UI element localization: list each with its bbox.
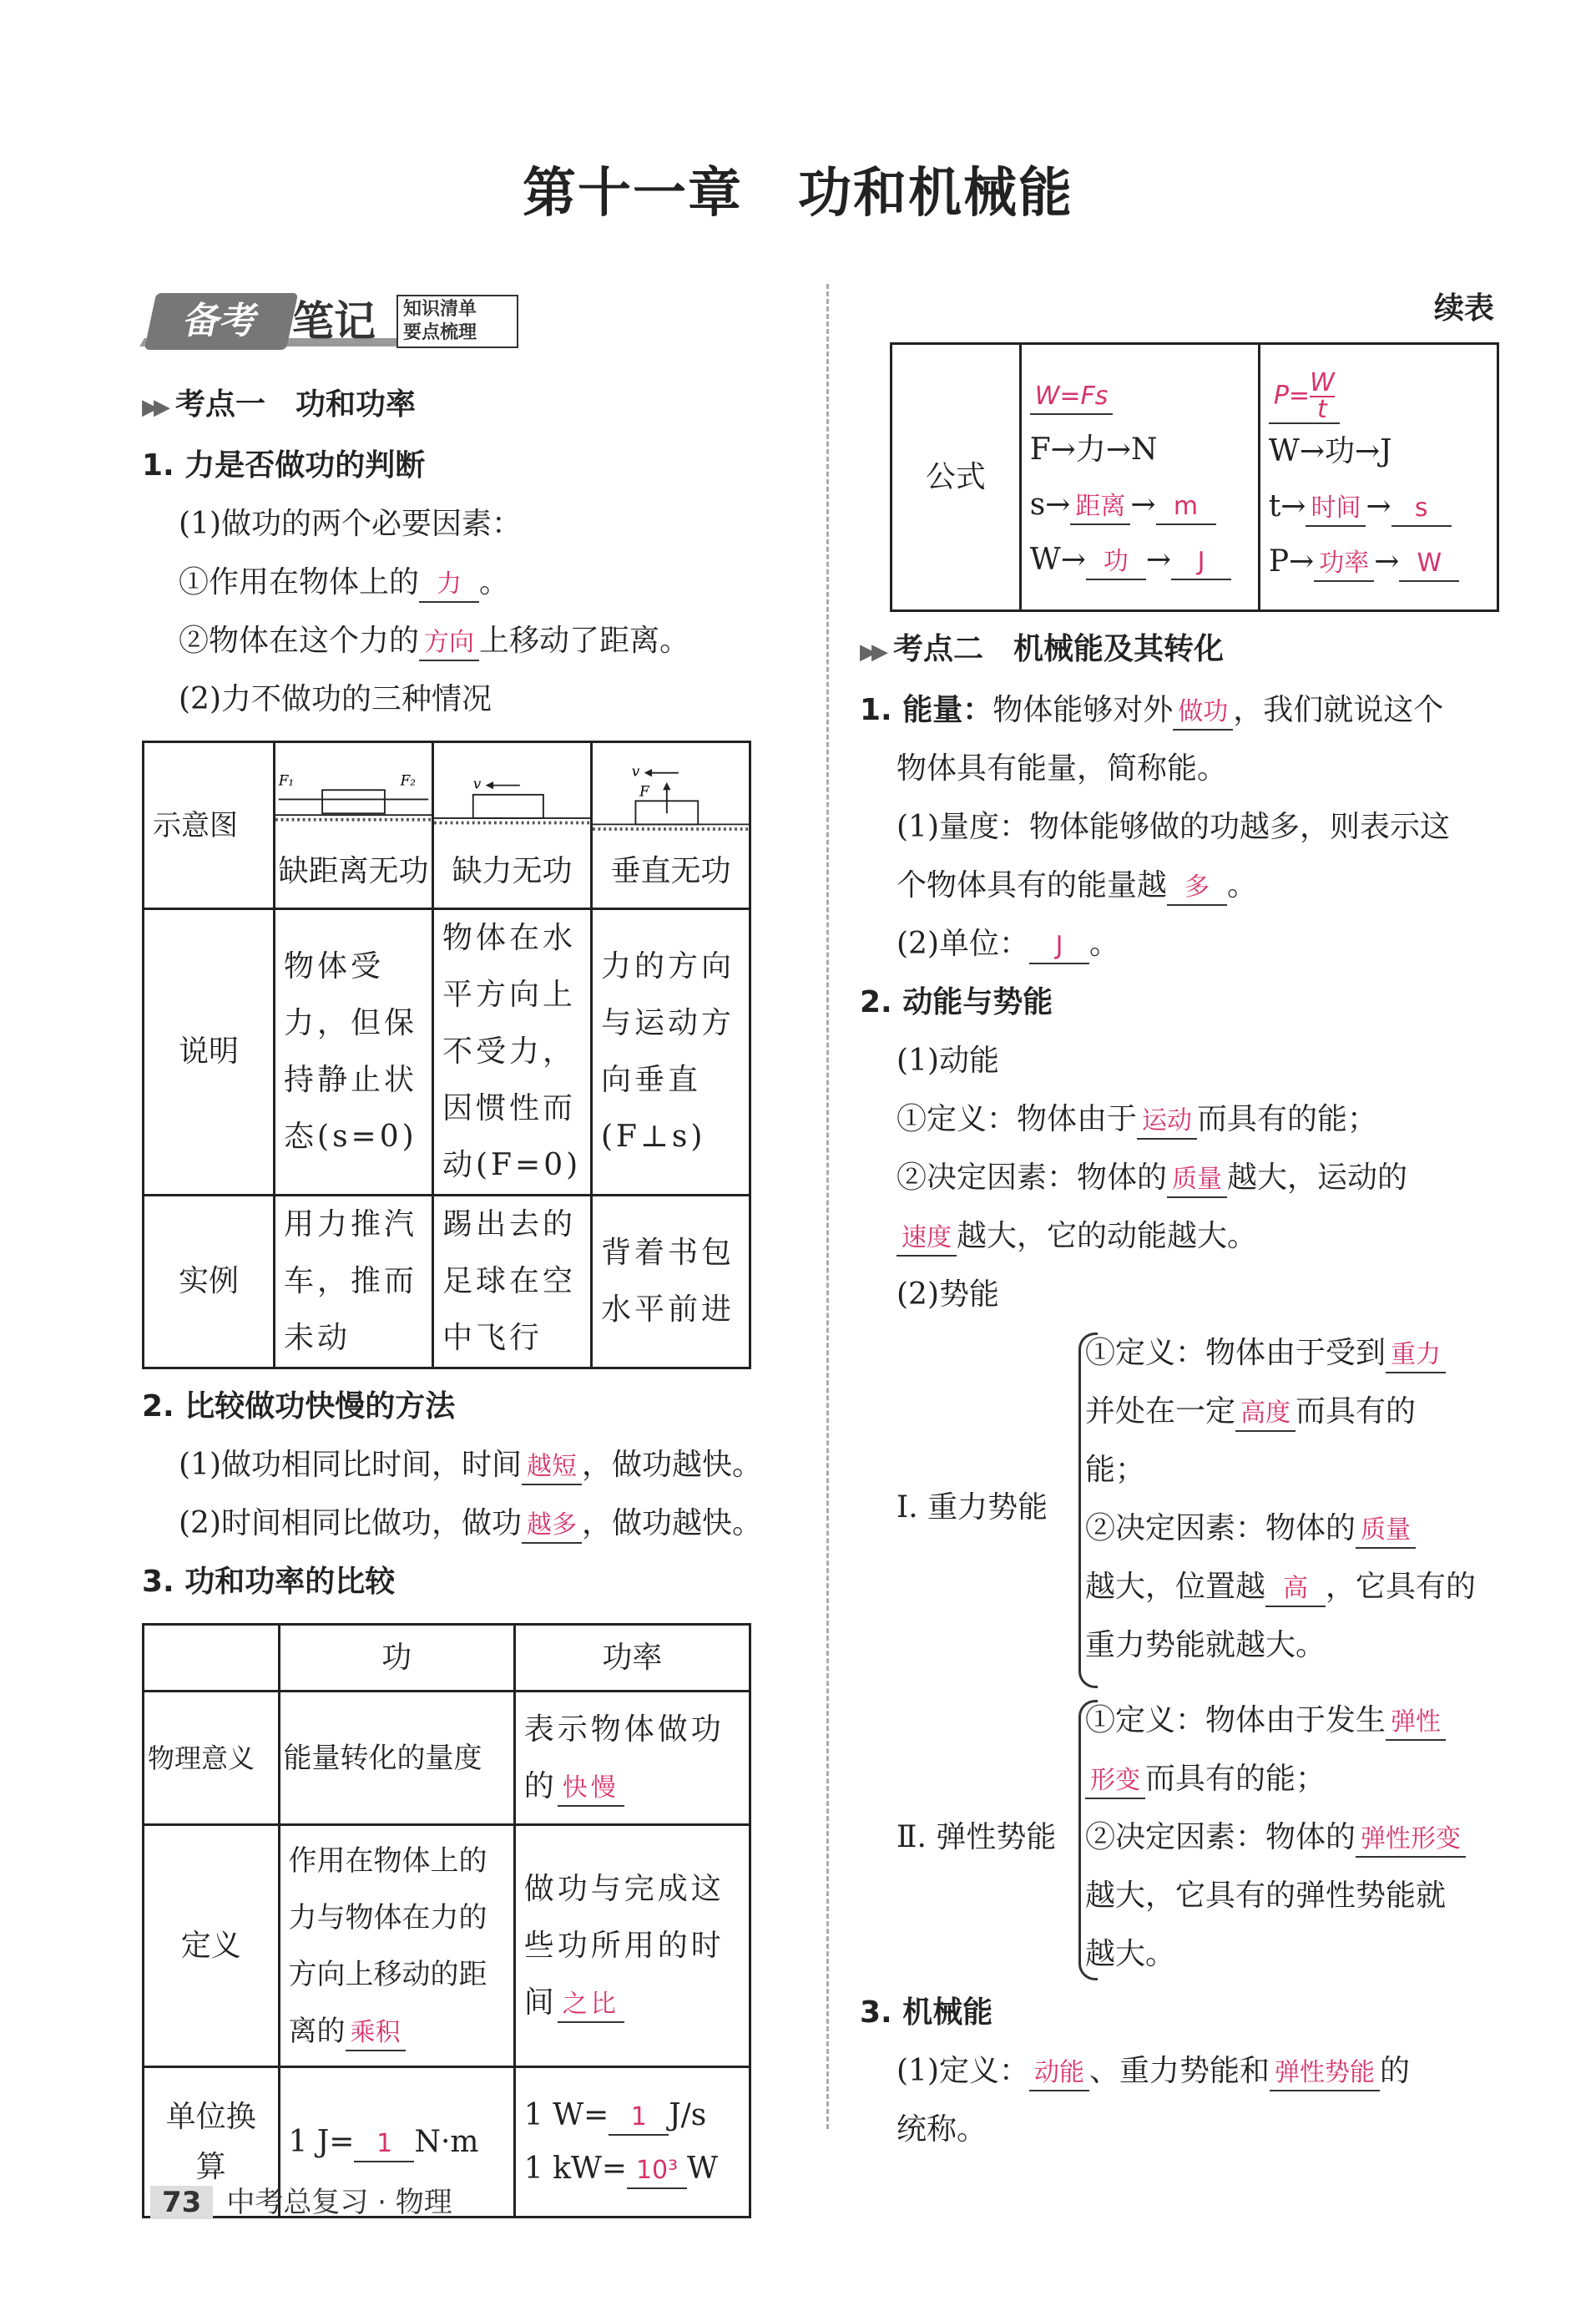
table-cell: 实例 xyxy=(144,1196,275,1368)
diagram-perpendicular xyxy=(593,759,749,851)
arrow-icon: ▶▶ xyxy=(860,640,883,665)
text-span: 考点二 机械能及其转化 xyxy=(893,632,1225,666)
text-span: 、重力势能和 xyxy=(1089,2054,1270,2088)
diagram-caption: 缺距离无功 xyxy=(278,853,429,888)
table-cell xyxy=(279,1825,514,2067)
answer-blank: 运动 xyxy=(1137,1105,1197,1140)
text-span: ①定义：物体由于发生 xyxy=(1085,1703,1386,1737)
table-cell xyxy=(514,1692,750,1825)
answer-blank: J xyxy=(1171,545,1231,580)
answer-blank: 1 xyxy=(354,2127,414,2162)
answer-blank: 多 xyxy=(1167,871,1227,906)
answer-blank: 质量 xyxy=(1356,1514,1416,1549)
energy-measure: (1)量度：物体能够做的功越多，则表示这 xyxy=(896,810,1450,844)
elastic-pe-block xyxy=(860,1692,1494,1984)
table-cell: 用力推汽车，推而未动 xyxy=(275,1196,433,1368)
section-2-1 xyxy=(142,1436,801,1494)
right-column xyxy=(860,284,1494,2159)
key-point-2 xyxy=(860,620,1494,681)
text-span: v xyxy=(472,774,482,791)
text-span: s→ xyxy=(1029,487,1071,522)
answer-blank: 功 xyxy=(1086,545,1146,580)
badge-sub: 笔记 xyxy=(292,297,376,346)
text-span: 上移动了距离。 xyxy=(479,624,690,658)
table-cell: 能量转化的量度 xyxy=(279,1692,514,1825)
page-title: 第十一章 功和机械能 xyxy=(523,162,1073,225)
gravity-pe-block xyxy=(860,1324,1494,1692)
badge-tags xyxy=(396,295,518,348)
text-span: (2)单位： xyxy=(896,927,1029,961)
text-span: 重力势能就越大。 xyxy=(1085,1628,1326,1662)
text-span: 1 kW= xyxy=(523,2151,628,2186)
text-span: 物体能够对外 xyxy=(992,693,1174,727)
table-cell: 说明 xyxy=(144,909,275,1196)
text-span: P= xyxy=(1273,381,1311,410)
table-header: 功率 xyxy=(514,1625,750,1692)
text-span: 1 J= xyxy=(288,2124,355,2159)
table-cell: 物理意义 xyxy=(144,1692,280,1825)
badge-tag1: 知识清单 xyxy=(403,299,477,320)
text-span: W xyxy=(687,2151,719,2186)
table-cell: 单位换算 xyxy=(144,2067,280,2218)
answer-blank: 动能 xyxy=(1029,2056,1089,2091)
text-span: F₁ xyxy=(278,771,295,789)
text-span: 而具有的能； xyxy=(1197,1102,1378,1136)
answer-blank: 乘积 xyxy=(346,2016,406,2051)
text-span: → xyxy=(1374,544,1400,579)
table-cell: 公式 xyxy=(891,344,1021,611)
notes-badge xyxy=(142,288,509,355)
text-span: → xyxy=(1145,542,1172,577)
mechanical-def-2: 统称。 xyxy=(896,2112,987,2147)
table-cell xyxy=(433,742,592,909)
text-span: t→ xyxy=(1268,488,1306,523)
text-span: ，做功越快。 xyxy=(582,1506,763,1540)
answer-blank: W=Fs xyxy=(1030,380,1114,415)
elastic-pe-lines xyxy=(1085,1692,1466,1984)
text-span: ，做功越快。 xyxy=(582,1448,763,1482)
section-2-2 xyxy=(142,1494,801,1553)
no-work-table xyxy=(142,741,751,1369)
diagram-caption: 垂直无功 xyxy=(610,853,731,888)
answer-blank: 弹性形变 xyxy=(1356,1823,1466,1858)
text-span: 的 xyxy=(1380,2054,1411,2088)
section-2-heading: 2. 比较做功快慢的方法 xyxy=(142,1389,456,1424)
text-span: W xyxy=(1310,367,1335,397)
answer-blank: 越多 xyxy=(522,1509,582,1544)
section-1-heading: 1. 力是否做功的判断 xyxy=(142,448,426,483)
text-span: 考点一 功和功率 xyxy=(175,387,417,422)
text-span: ①定义：物体由于受到 xyxy=(1085,1336,1386,1370)
text-span: N·m xyxy=(414,2124,479,2159)
text-span: (1)定义： xyxy=(896,2054,1029,2088)
text-span: → xyxy=(1130,487,1156,522)
section-3-heading: 3. 功和功率的比较 xyxy=(142,1565,396,1599)
text-span: W→ xyxy=(1029,542,1086,577)
answer-blank: 越短 xyxy=(522,1450,582,1485)
table-cell xyxy=(592,742,750,909)
answer-blank: 弹性势能 xyxy=(1270,2056,1380,2091)
section-1-2: (2)力不做功的三种情况 xyxy=(179,682,492,716)
text-span: P→ xyxy=(1268,544,1315,579)
table-cell xyxy=(1259,344,1498,611)
gravity-pe-label: Ⅰ. 重力势能 xyxy=(896,1490,1048,1525)
text-span: 。 xyxy=(1227,868,1258,903)
answer-blank: 做功 xyxy=(1173,695,1233,731)
answer-blank: 时间 xyxy=(1306,492,1366,527)
answer-blank: J xyxy=(1029,929,1089,964)
text-span: J/s xyxy=(669,2097,707,2132)
table-cell xyxy=(514,2067,750,2218)
answer-blank: 高 xyxy=(1265,1572,1326,1607)
answer-blank: m xyxy=(1156,490,1216,525)
mechanical-def xyxy=(860,2042,1494,2101)
energy-def xyxy=(860,681,1494,740)
badge-main: 备考 xyxy=(144,293,298,350)
answer-blank: 快慢 xyxy=(558,1772,624,1807)
kinetic-factor xyxy=(860,1149,1494,1207)
kinetic-factor-2 xyxy=(860,1207,1494,1266)
answer-blank: 形变 xyxy=(1085,1764,1145,1799)
work-power-table xyxy=(142,1623,751,2218)
table-cell xyxy=(275,742,433,909)
answer-blank: 速度 xyxy=(896,1221,957,1257)
text-span: 越大，它的动能越大。 xyxy=(957,1219,1258,1253)
table-cell: 力的方向与运动方向垂直(F⊥s) xyxy=(592,909,750,1196)
text-span: ①定义：物体由于 xyxy=(896,1102,1138,1136)
diagram-caption: 缺力无功 xyxy=(452,853,573,888)
answer-blank: 方向 xyxy=(419,626,479,661)
text-span: (1)做功相同比时间，时间 xyxy=(179,1448,522,1482)
text-span: F₂ xyxy=(400,771,417,789)
text-span: 而具有的 xyxy=(1295,1394,1417,1429)
key-point-1 xyxy=(142,376,801,437)
text-span: v xyxy=(631,761,640,779)
answer-blank: 之比 xyxy=(558,1988,624,2023)
left-column xyxy=(142,376,801,2218)
answer-blank: 功率 xyxy=(1314,547,1374,582)
text-span: 。 xyxy=(1089,927,1120,961)
table-cell xyxy=(1020,344,1259,611)
energy-def-2: 物体具有能量，简称能。 xyxy=(896,751,1228,786)
potential-heading: (2)势能 xyxy=(896,1277,999,1312)
section-1-a xyxy=(142,554,801,612)
answer-blank: 质量 xyxy=(1167,1163,1227,1198)
section-kinetic-potential: 2. 动能与势能 xyxy=(860,985,1053,1019)
book-title: 中考总复习 · 物理 xyxy=(226,2186,452,2219)
kinetic-def xyxy=(860,1090,1494,1149)
energy-unit xyxy=(860,915,1494,974)
text-span: 个物体具有的能量越 xyxy=(896,868,1168,903)
continued-label: 续表 xyxy=(1433,291,1494,326)
section-mechanical: 3. 机械能 xyxy=(860,1995,993,2030)
text-span: ②决定因素：物体的 xyxy=(896,1161,1168,1195)
text-span: 1 W= xyxy=(523,2097,609,2132)
text-span: 越大，位置越 xyxy=(1085,1570,1266,1604)
text-span: 作用在物体上的力与物体在力的方向上移动的距离的 xyxy=(288,1843,487,2048)
text-span: W→功→J xyxy=(1268,433,1392,468)
table-cell: 背着书包水平前进 xyxy=(592,1196,750,1368)
answer-blank: 1 xyxy=(609,2101,669,2136)
text-span: t xyxy=(1317,394,1327,424)
text-span: → xyxy=(1366,488,1391,523)
table-cell xyxy=(144,1625,280,1692)
text-span: ②决定因素：物体的 xyxy=(1085,1820,1356,1854)
text-span: ②决定因素：物体的 xyxy=(1085,1511,1356,1545)
section-1-b xyxy=(142,612,801,670)
answer-blank: s xyxy=(1391,492,1452,527)
text-span: 1. 能量： xyxy=(860,693,993,727)
answer-blank xyxy=(1269,367,1340,424)
text-span: 能； xyxy=(1085,1453,1146,1487)
badge-tag2: 要点梳理 xyxy=(403,322,477,343)
column-divider xyxy=(826,284,829,2129)
table-cell xyxy=(514,1825,750,2067)
text-span: ②物体在这个力的 xyxy=(179,624,420,658)
table-cell: 踢出去的足球在空中飞行 xyxy=(433,1196,592,1368)
table-cell: 示意图 xyxy=(144,742,275,909)
text-span: 越大，运动的 xyxy=(1227,1161,1408,1195)
table-cell: 物体在水平方向上不受力，因惯性而动(F=0) xyxy=(433,909,592,1196)
text-span: ，它具有的 xyxy=(1326,1570,1477,1604)
table-header: 功 xyxy=(279,1625,514,1692)
table-cell: 物体受力，但保持静止状态(s=0) xyxy=(275,909,433,1196)
text-span: F→力→N xyxy=(1029,432,1158,467)
page-footer xyxy=(150,2179,452,2220)
text-span: 。 xyxy=(479,565,510,599)
energy-measure-2 xyxy=(860,857,1494,915)
answer-blank: 距离 xyxy=(1070,490,1130,525)
answer-blank: 弹性 xyxy=(1386,1706,1446,1741)
elastic-pe-label: Ⅱ. 弹性势能 xyxy=(896,1820,1057,1854)
text-span: 越大。 xyxy=(1085,1937,1176,1971)
answer-blank: 重力 xyxy=(1386,1338,1446,1373)
answer-blank: 10³ xyxy=(627,2154,687,2189)
text-span: 而具有的能； xyxy=(1145,1762,1326,1796)
section-1-1: (1)做功的两个必要因素： xyxy=(179,507,522,541)
text-span: 越大，它具有的弹性势能就 xyxy=(1085,1879,1447,1913)
answer-blank: 力 xyxy=(419,568,479,603)
table-cell: 定义 xyxy=(144,1825,280,2067)
text-span: (2)时间相同比做功，做功 xyxy=(179,1506,522,1540)
text-span: F xyxy=(639,782,649,800)
arrow-icon: ▶▶ xyxy=(142,395,165,420)
formula-table xyxy=(890,342,1499,612)
answer-blank: 高度 xyxy=(1235,1397,1295,1432)
answer-blank: W xyxy=(1399,547,1459,582)
text-span: ，我们就说这个 xyxy=(1233,693,1444,727)
text-span: ①作用在物体上的 xyxy=(179,565,420,599)
diagram-inertia xyxy=(434,759,590,851)
kinetic-heading: (1)动能 xyxy=(896,1044,999,1078)
diagram-balanced-forces xyxy=(275,759,432,851)
gravity-pe-lines xyxy=(1085,1324,1476,1675)
text-span: 并处在一定 xyxy=(1085,1394,1236,1429)
page-number: 73 xyxy=(150,2186,213,2219)
text-span: 表示物体做功的 xyxy=(523,1712,725,1803)
text-span: 做功与完成这些功所用的时间 xyxy=(523,1871,725,2020)
